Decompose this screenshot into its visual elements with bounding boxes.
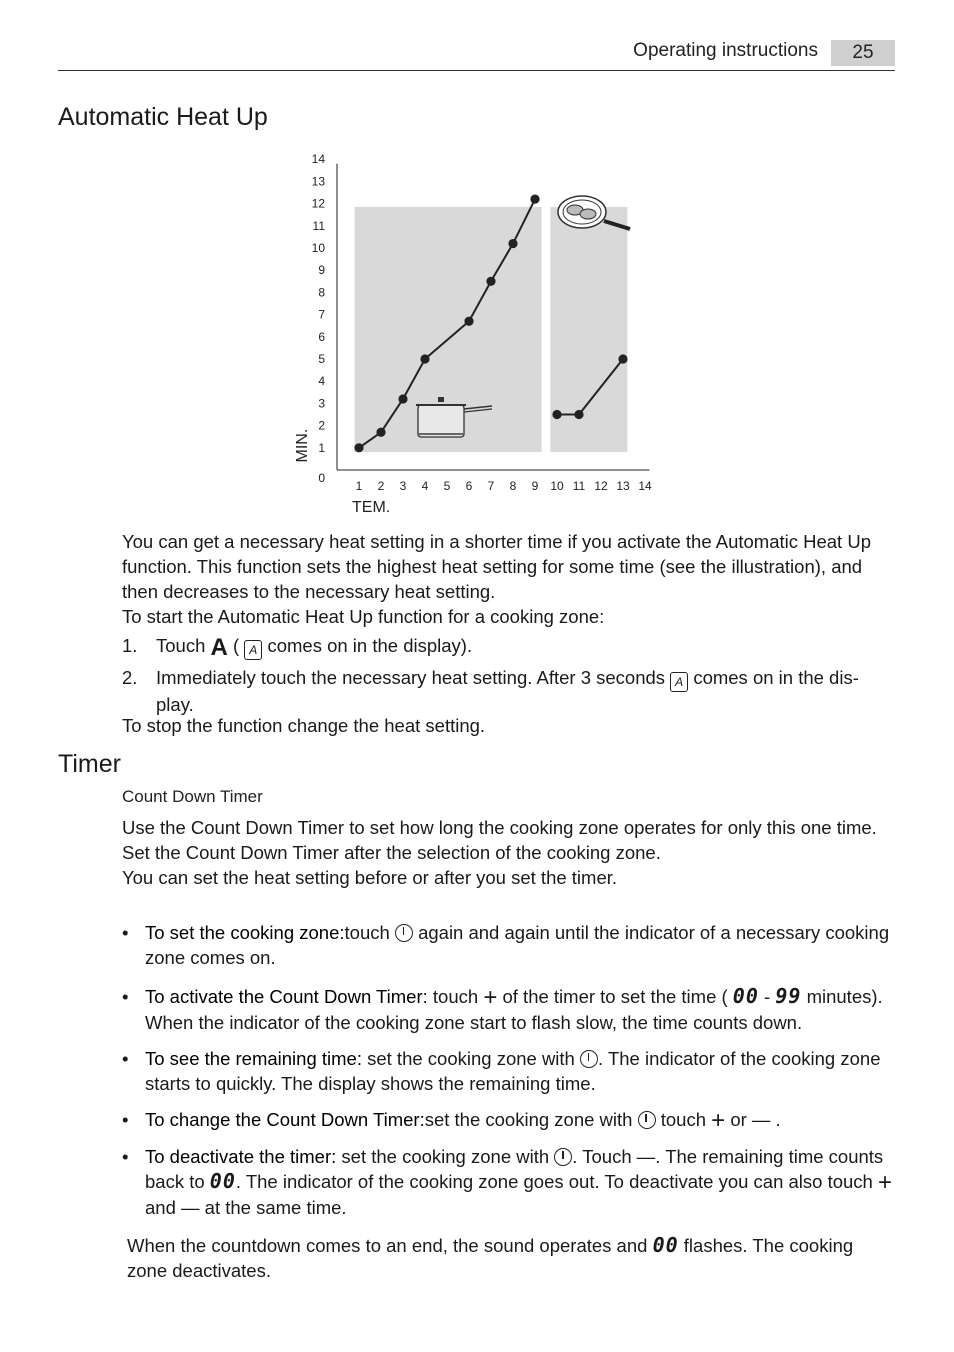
- data-point: [552, 410, 561, 419]
- x-tick-label: 13: [616, 479, 630, 493]
- display-a-icon: A: [244, 640, 262, 660]
- heat-up-chart: [285, 145, 665, 520]
- timer-bullets: [122, 920, 892, 1231]
- x-tick-label: 8: [509, 479, 517, 493]
- y-tick-label: 8: [318, 285, 325, 300]
- bullet-text: or: [730, 1109, 747, 1130]
- data-point: [376, 428, 385, 437]
- plus-icon: +: [878, 1169, 893, 1196]
- y-tick-label: 6: [318, 329, 325, 344]
- y-tick-label: 12: [311, 196, 325, 211]
- step-text: Touch: [156, 635, 206, 656]
- bullet-text: set the cooking zone with: [361, 1048, 575, 1069]
- bullet-text: . The indicator of the cooking zone goes out. To deactivate you can also touch: [235, 1171, 873, 1192]
- timer-paragraph-1: Use the Count Down Timer to set how long the cooking zone operates for only this one time.: [122, 817, 877, 838]
- data-point: [530, 195, 539, 204]
- bullet-text: . The indicator of the cooking zone starts to quickly. The display shows the remaining time.: [145, 1048, 881, 1094]
- bullet-dot: •: [122, 1048, 129, 1069]
- final-text: When the countdown comes to an end, the sound operates and: [127, 1235, 648, 1256]
- x-tick-label: 14: [638, 479, 652, 493]
- timer-paragraph-2: Set the Count Down Timer after the selection of the cooking zone.: [122, 842, 661, 863]
- step-1: [122, 633, 892, 660]
- y-tick-label: 13: [311, 174, 325, 189]
- step-text: Immediately touch the necessary heat setting. After 3 seconds: [156, 667, 666, 688]
- bullet-text: -: [764, 986, 771, 1007]
- step-number: 1.: [122, 635, 138, 656]
- bullet-lead: To set the cooking zone:: [145, 922, 345, 943]
- display-00-icon: 00: [209, 1169, 236, 1193]
- bullet-text: .: [775, 1109, 781, 1130]
- x-tick-label: 2: [377, 479, 385, 493]
- x-tick-label: 6: [465, 479, 473, 493]
- start-line: To start the Automatic Heat Up function for a cooking zone:: [122, 606, 605, 627]
- y-axis-label: MIN.: [294, 428, 311, 463]
- header-title: Operating instructions: [633, 40, 818, 61]
- x-tick-label: 4: [421, 479, 429, 493]
- bullet-text: of the timer to set the time (: [502, 986, 728, 1007]
- bullet-remaining: [122, 1046, 892, 1096]
- x-tick-label: 11: [572, 479, 586, 493]
- auto-heat-a-icon: A: [210, 634, 228, 661]
- header-rule: [58, 70, 895, 71]
- x-tick-label: 10: [550, 479, 564, 493]
- step-text: comes on in the dis-play.: [156, 667, 859, 715]
- zone-selector-icon: [638, 1111, 656, 1129]
- timer-intro: [122, 815, 892, 890]
- step-text: comes on in the display).: [267, 635, 473, 656]
- y-tick-label: 5: [318, 352, 325, 366]
- bullet-set-zone: [122, 920, 892, 970]
- steps-list: [122, 633, 892, 722]
- page-number: 25: [831, 40, 895, 66]
- final-text: flashes. The cooking zone deactivates.: [127, 1235, 854, 1281]
- auto-heat-intro: [122, 529, 892, 629]
- step-text: (: [233, 635, 240, 656]
- data-point: [398, 394, 407, 403]
- zone-selector-icon: [395, 924, 413, 942]
- y-tick-label: 4: [318, 374, 325, 389]
- step-number: 2.: [122, 667, 138, 688]
- step-2: [122, 665, 892, 717]
- minus-icon: —: [751, 1109, 771, 1130]
- y-tick-label: 3: [318, 396, 325, 411]
- zone-selector-icon: [554, 1148, 572, 1166]
- section-title-auto-heat: Automatic Heat Up: [58, 103, 268, 131]
- bullet-lead: To change the Count Down Timer:: [145, 1109, 425, 1130]
- y-tick-label: 11: [312, 218, 325, 233]
- display-00-icon: 00: [652, 1233, 679, 1257]
- data-point: [618, 354, 627, 363]
- bullet-text: . The remaining time counts back to: [145, 1146, 884, 1192]
- x-tick-label: 7: [487, 479, 495, 493]
- plus-icon: +: [711, 1107, 726, 1134]
- bullet-lead: To see the remaining time:: [145, 1048, 362, 1069]
- display-00-icon: 00: [732, 984, 759, 1008]
- stop-instruction: To stop the function change the heat setting.: [122, 715, 486, 736]
- data-point: [464, 317, 473, 326]
- bullet-text: touch: [344, 922, 390, 943]
- x-axis-label: TEM.: [352, 499, 391, 516]
- final-note: [127, 1233, 892, 1283]
- data-point: [486, 277, 495, 286]
- section-title-timer: Timer: [58, 750, 121, 778]
- bullet-dot: •: [122, 1146, 129, 1167]
- zone-selector-icon: [580, 1050, 598, 1068]
- subtitle-count-down-timer: Count Down Timer: [122, 787, 263, 806]
- bullet-text: minutes). When the indicator of the cooking zone start to flash slow, the time counts down.: [145, 986, 883, 1033]
- bullet-lead: To deactivate the timer:: [145, 1146, 337, 1167]
- x-tick-label: 12: [594, 479, 608, 493]
- y-tick-label: 1: [318, 440, 325, 455]
- data-point: [574, 410, 583, 419]
- bullet-dot: •: [122, 922, 129, 943]
- bullet-text: touch: [427, 986, 479, 1007]
- display-a-icon: A: [670, 672, 688, 692]
- x-tick-label: 5: [443, 479, 451, 493]
- data-point: [420, 354, 429, 363]
- minus-icon: —: [181, 1197, 200, 1218]
- bullet-change: [122, 1107, 892, 1133]
- bullet-text: set the cooking zone with: [336, 1146, 550, 1167]
- bullet-text: . Touch: [572, 1146, 632, 1167]
- data-point: [354, 443, 363, 452]
- plus-icon: +: [483, 984, 498, 1011]
- display-99-icon: 99: [775, 984, 802, 1008]
- bullet-dot: •: [122, 1109, 129, 1130]
- bullet-dot: •: [122, 986, 129, 1007]
- timer-paragraph-3: You can set the heat setting before or after you set the timer.: [122, 867, 618, 888]
- bullet-text: again and again until the indicator of a necessary cooking zone comes on.: [145, 922, 890, 968]
- bullet-deactivate: [122, 1144, 892, 1220]
- y-tick-label: 2: [318, 418, 325, 433]
- bullet-activate: [122, 984, 892, 1035]
- bullet-text: set the cooking zone with: [424, 1109, 633, 1130]
- y-tick-label: 10: [311, 241, 325, 255]
- y-tick-label: 0: [318, 471, 325, 485]
- x-tick-label: 9: [531, 479, 539, 493]
- bullet-text: touch: [660, 1109, 707, 1130]
- y-tick-label: 14: [311, 152, 325, 167]
- data-point: [508, 239, 517, 248]
- x-tick-label: 3: [399, 479, 407, 493]
- y-tick-label: 9: [318, 263, 325, 278]
- intro-paragraph: You can get a necessary heat setting in a shorter time if you activate the Automatic Heat Up function. This function sets the highest heat setting for some time (see the illustration), and then decreases to the necessary heat setting.: [122, 531, 871, 602]
- bullet-text: at the same time.: [204, 1197, 347, 1218]
- minus-icon: —: [636, 1146, 656, 1167]
- y-tick-label: 7: [318, 307, 325, 322]
- bullet-lead: To activate the Count Down Timer:: [145, 986, 428, 1007]
- bullet-text: and: [145, 1197, 176, 1218]
- x-tick-label: 1: [355, 479, 363, 493]
